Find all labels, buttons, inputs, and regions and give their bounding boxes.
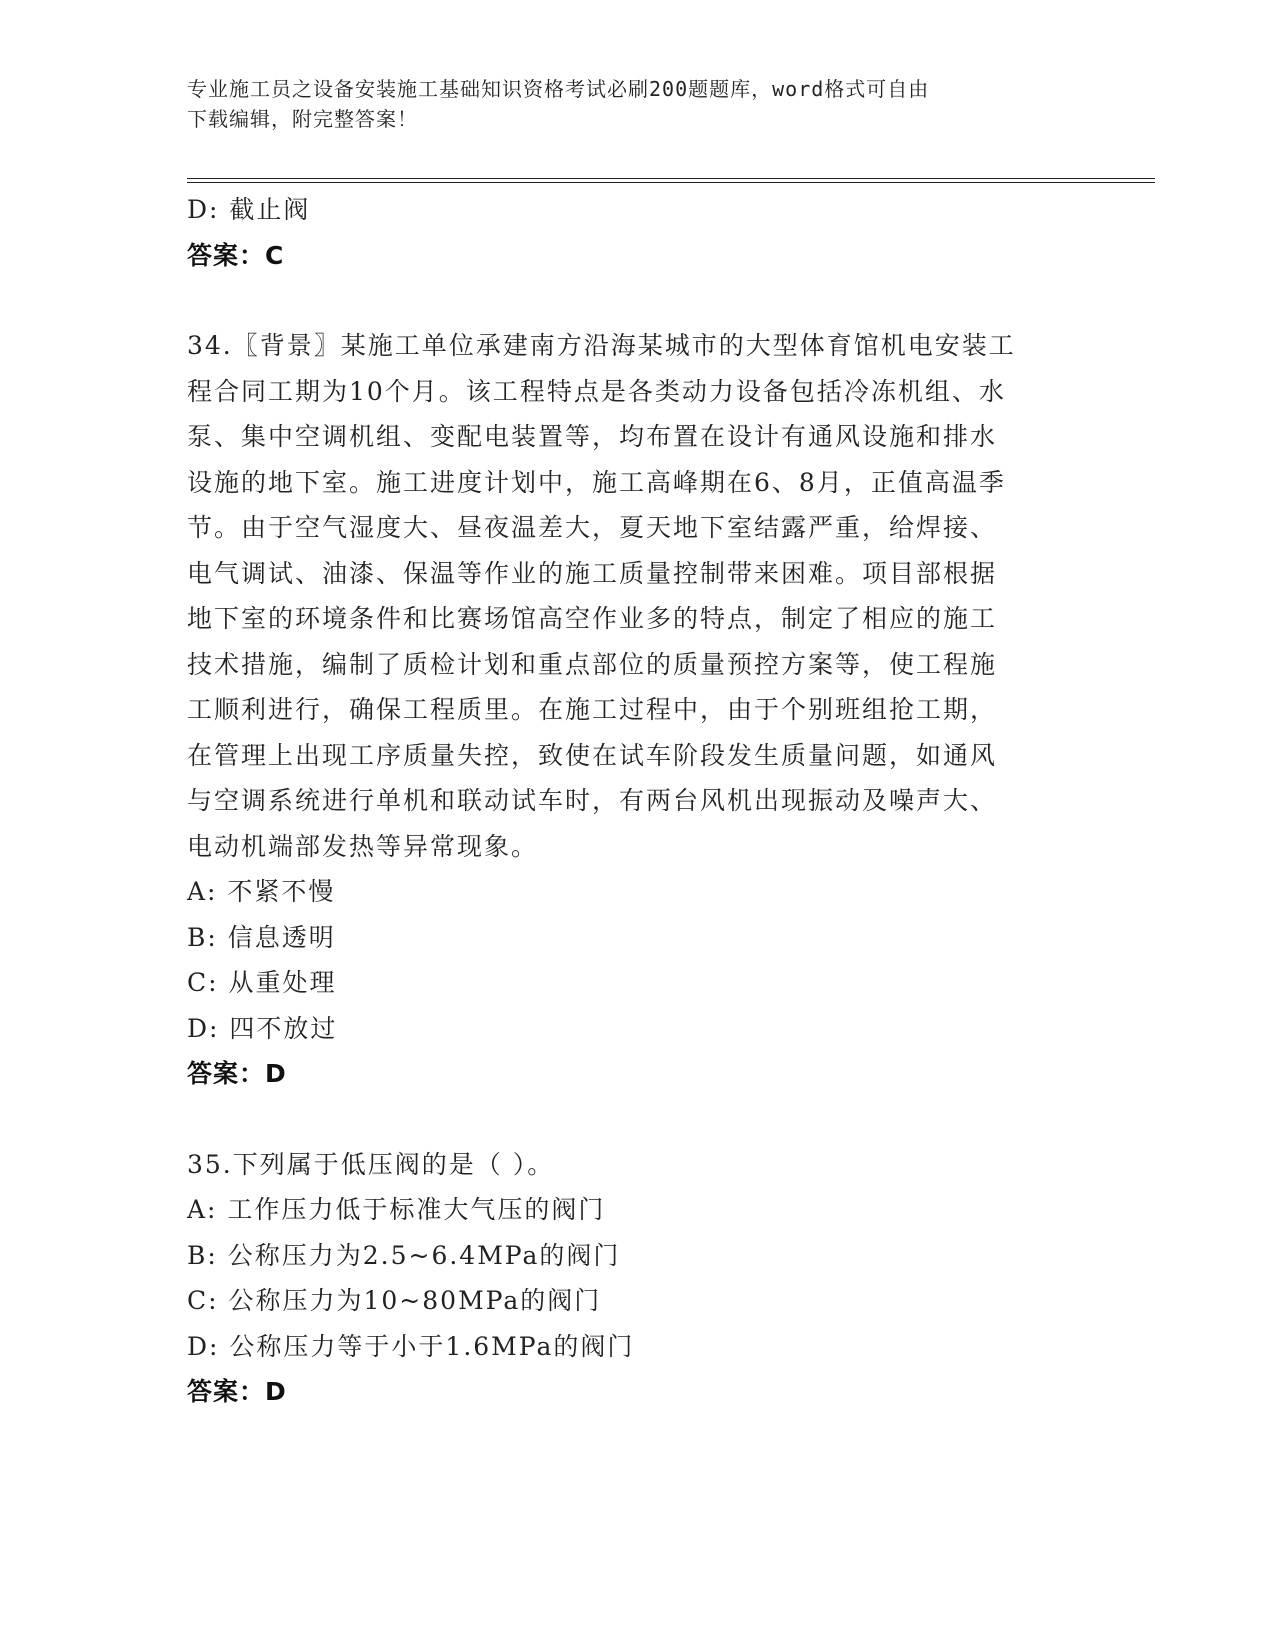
question-stem-line: 34.〖背景〗某施工单位承建南方沿海某城市的大型体育馆机电安装工 xyxy=(187,331,1016,360)
option-b: B: 公称压力为2.5~6.4MPa的阀门 xyxy=(187,1240,621,1270)
option-d: D: 截止阀 xyxy=(187,195,311,224)
option-d: D: 公称压力等于小于1.6MPa的阀门 xyxy=(187,1331,635,1361)
question-stem-line: 程合同工期为10个月。该工程特点是各类动力设备包括冷冻机组、水 xyxy=(187,376,1006,406)
option-a: A: 工作压力低于标准大气压的阀门 xyxy=(187,1195,606,1224)
question-stem-line: 电动机端部发热等异常现象。 xyxy=(187,831,539,861)
answer-line: 答案：C xyxy=(187,240,285,270)
question-stem-line: 电气调试、油漆、保温等作业的施工质量控制带来困难。项目部根据 xyxy=(187,558,998,588)
header-divider-bottom xyxy=(187,182,1155,183)
question-stem-line: 工顺利进行，确保工程质里。在施工过程中，由于个别班组抢工期， xyxy=(187,695,998,724)
question-stem-line: 节。由于空气湿度大、昼夜温差大，夏天地下室结露严重，给焊接、 xyxy=(187,513,998,542)
option-d: D: 四不放过 xyxy=(187,1013,338,1043)
header-line-1: 专业施工员之设备安装施工基础知识资格考试必刷200题题库，word格式可自由 xyxy=(187,77,930,101)
spacer xyxy=(187,278,1087,323)
option-c: C: 从重处理 xyxy=(187,968,337,997)
answer-line: 答案：D xyxy=(187,1059,287,1088)
header-divider-top xyxy=(187,178,1155,179)
question-stem-line: 技术措施，编制了质检计划和重点部位的质量预控方案等，使工程施 xyxy=(187,649,998,679)
question-35 xyxy=(187,1142,1087,1415)
spacer xyxy=(187,1097,1087,1142)
option-a: A: 不紧不慢 xyxy=(187,877,336,906)
question-stem-line: 泵、集中空调机组、变配电装置等，均布置在设计有通风设施和排水 xyxy=(187,422,998,451)
question-stem-line: 与空调系统进行单机和联动试车时，有两台风机出现振动及噪声大、 xyxy=(187,786,998,815)
header-line-2: 下载编辑，附完整答案！ xyxy=(187,107,418,131)
option-b: B: 信息透明 xyxy=(187,922,336,952)
question-34 xyxy=(187,323,1087,1097)
option-c: C: 公称压力为10~80MPa的阀门 xyxy=(187,1286,602,1315)
question-stem-line: 设施的地下室。施工进度计划中，施工高峰期在6、8月，正值高温季 xyxy=(187,467,1006,497)
question-stem-line: 在管理上出现工序质量失控，致使在试车阶段发生质量问题，如通风 xyxy=(187,740,998,770)
question-stem-line: 地下室的环境条件和比赛场馆高空作业多的特点，制定了相应的施工 xyxy=(187,604,998,633)
question-33-tail xyxy=(187,187,1087,278)
question-stem: 35.下列属于低压阀的是（ ）。 xyxy=(187,1149,555,1179)
question-content xyxy=(187,187,1087,1415)
answer-line: 答案：D xyxy=(187,1377,287,1406)
page-header xyxy=(187,74,1067,134)
